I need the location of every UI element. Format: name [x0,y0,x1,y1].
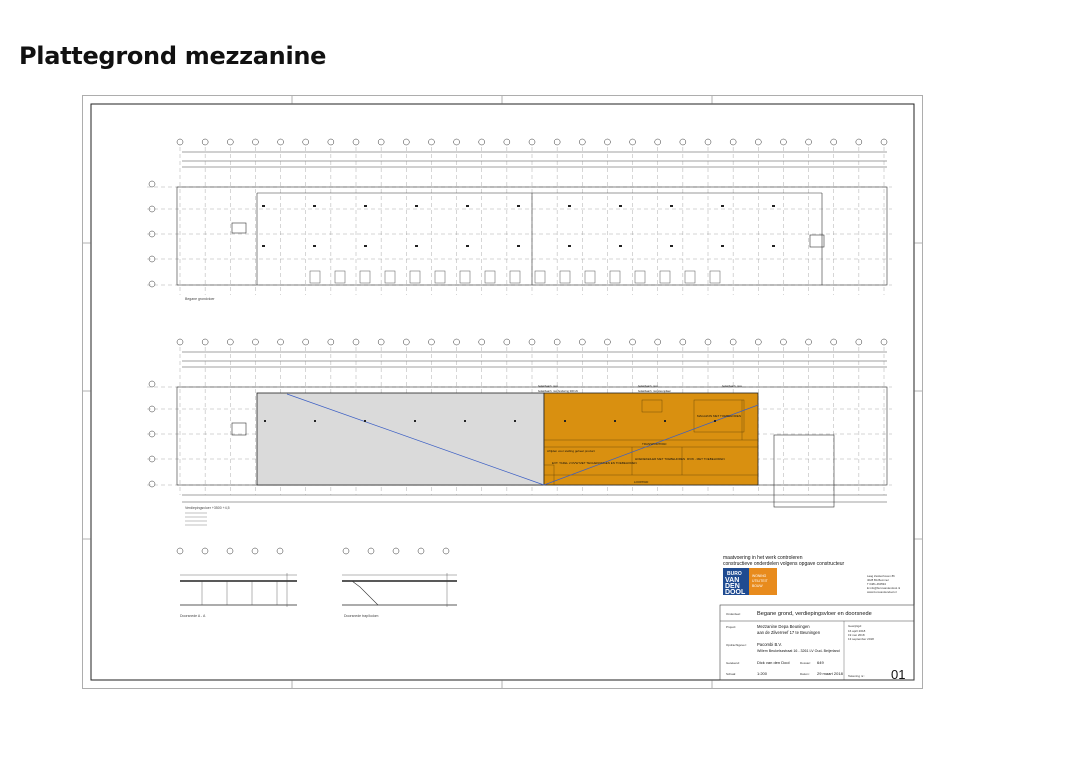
svg-text:Opdrachtgever:: Opdrachtgever: [726,643,747,647]
grid-bubble [630,139,636,145]
section-b-label: Doorsnede trap/kolom [344,614,379,618]
note-1: belastbaarh. max [538,385,558,388]
grid-bubble [303,339,309,345]
mezzanine-gray-area [257,393,544,485]
zone-rvw: RVW - MET TOEBEHOREN [687,457,725,461]
grid-bubble [278,339,284,345]
grid-bubble [278,139,284,145]
note-2: belastbaarh. max [638,385,658,388]
zone-magazijn: MAGAZIJN MET TOEBEHOREN [697,414,742,418]
grid-bubble [252,339,258,345]
svg-text:UTILITEIT: UTILITEIT [752,579,768,583]
svg-text:BOUW: BOUW [752,584,763,588]
svg-text:E info@burovandendool.nl: E info@burovandendool.nl [867,586,901,590]
grid-bubble [730,139,736,145]
svg-text:19 mei 2018: 19 mei 2018 [848,633,865,637]
grid-bubble [202,339,208,345]
grid-bubble [393,548,399,554]
grid-bubble [780,339,786,345]
grid-bubble [780,139,786,145]
zone-afrijden: Afrijden voor stelling geheel product [547,449,595,453]
svg-text:16 april 2018: 16 april 2018 [848,629,866,633]
grid-bubble [252,548,258,554]
svg-text:Mezzanine Depa Beuningen: Mezzanine Depa Beuningen [757,624,810,629]
grid-bubble [755,339,761,345]
svg-text:29 maart 2018: 29 maart 2018 [817,671,843,676]
grid-bubble [202,139,208,145]
svg-text:DEN: DEN [725,583,740,590]
grid-bubble [806,139,812,145]
note-4: belastbaarh. met fundering 300 kN [538,390,578,393]
grid-bubble [504,339,510,345]
grid-bubble [227,339,233,345]
svg-text:aan de Zilverreef 17 te Beunin: aan de Zilverreef 17 te Beuningen [757,630,821,635]
upper-plan-label: Begane grondvloer [185,297,215,301]
grid-bubble [579,139,585,145]
svg-text:Datum:: Datum: [800,672,810,676]
grid-bubble [529,139,535,145]
svg-text:Schaal:: Schaal: [726,672,737,676]
grid-bubble [680,139,686,145]
svg-text:Project:: Project: [726,625,737,629]
floor-plan-sheet [82,95,923,689]
drawing-number: 01 [891,667,906,682]
grid-bubble [655,139,661,145]
svg-text:Pacombi B.V.: Pacombi B.V. [757,642,782,647]
svg-text:Tekening nr.:: Tekening nr.: [848,674,866,678]
grid-bubble [328,139,334,145]
svg-text:Getekend:: Getekend: [726,661,740,665]
zone-tafel: EVT. TAFEL 2 RVW MET TECHEKKINGEN EN TOEBEHOREN [552,461,637,465]
company-logo [723,568,777,596]
zone-looppad: LOOPPAD [634,480,649,484]
grid-bubble [680,339,686,345]
grid-bubble [202,548,208,554]
grid-bubble [353,139,359,145]
grid-bubble [368,548,374,554]
grid-bubble [604,339,610,345]
grid-bubble [554,139,560,145]
grid-bubble [277,548,283,554]
svg-text:Gewijzigd:: Gewijzigd: [848,624,862,628]
grid-bubble [177,139,183,145]
grid-bubble [149,381,155,387]
grid-bubble [856,339,862,345]
svg-text:Dossier:: Dossier: [800,661,812,665]
zone-hoedekeiler: HOEDEKEILER MET TOEBEHOREN [635,457,686,461]
grid-bubble [881,339,887,345]
grid-bubble [443,548,449,554]
grid-bubble [705,139,711,145]
svg-text:Willem Beukelszstraat 16 - 326: Willem Beukelszstraat 16 - 3261 LV Oud- Beijerland [757,649,840,653]
grid-bubble [149,481,155,487]
grid-bubble [806,339,812,345]
grid-bubble [655,339,661,345]
grid-bubble [353,339,359,345]
lower-plan-label: Verdiepingsvloer +3500 +4,5 [185,506,230,510]
svg-text:Onderdeel:: Onderdeel: [726,612,741,616]
svg-text:Laag Zestienhoven 86: Laag Zestienhoven 86 [867,574,895,578]
svg-text:BURO: BURO [727,571,742,577]
grid-bubble [403,339,409,345]
grid-bubble [378,139,384,145]
svg-text:www.burovandendool.nl: www.burovandendool.nl [867,590,897,594]
grid-bubble [881,139,887,145]
grid-bubble [856,139,862,145]
grid-bubble [328,339,334,345]
grid-bubble [630,339,636,345]
svg-text:DOOL: DOOL [725,589,746,596]
sheet-outer-border [83,96,923,689]
svg-text:WONING: WONING [752,574,767,578]
grid-bubble [454,139,460,145]
grid-bubble [428,339,434,345]
grid-bubble [755,139,761,145]
grid-bubble [504,139,510,145]
grid-bubble [418,548,424,554]
grid-bubble [479,339,485,345]
page-title: Plattegrond mezzanine [19,42,327,70]
drawing-subject: Begane grond, verdiepingsvloer en doorsnede [757,611,872,617]
grid-bubble [378,339,384,345]
svg-text:4028 BA Bemmel: 4028 BA Bemmel [867,578,889,582]
grid-bubble [529,339,535,345]
grid-bubble [149,181,155,187]
grid-bubble [579,339,585,345]
grid-bubble [604,139,610,145]
grid-bubble [403,139,409,145]
svg-text:13 september 2018: 13 september 2018 [848,637,874,641]
zone-transportpad: TRANSPORTPAD [642,442,667,446]
grid-bubble [343,548,349,554]
grid-bubble [730,339,736,345]
grid-bubble [831,139,837,145]
svg-text:VAN: VAN [725,577,740,584]
notice-line-1: maatvoering in het werk controleren [723,555,803,561]
grid-bubble [149,281,155,287]
note-3: belastbaarh. max [722,385,742,388]
svg-text:Dick van den Dool: Dick van den Dool [757,660,790,665]
grid-bubble [705,339,711,345]
grid-bubble [227,548,233,554]
grid-bubble [177,548,183,554]
svg-text:649: 649 [817,660,824,665]
grid-bubble [252,139,258,145]
grid-bubble [831,339,837,345]
grid-bubble [554,339,560,345]
grid-bubble [454,339,460,345]
grid-bubble [428,139,434,145]
mezzanine-orange-area [544,393,758,485]
section-a-label: Doorsnede A - A [180,614,206,618]
note-5: belastbaarh. met steunpilaar [638,390,671,393]
svg-text:1:200: 1:200 [757,671,768,676]
grid-bubble [227,139,233,145]
grid-bubble [303,139,309,145]
floor-plan-drawing [82,95,923,689]
grid-bubble [479,139,485,145]
svg-text:T 0481-460594: T 0481-460594 [867,582,886,586]
notice-line-2: constructieve onderdelen volgens opgave constructeur [723,561,845,567]
grid-bubble [177,339,183,345]
